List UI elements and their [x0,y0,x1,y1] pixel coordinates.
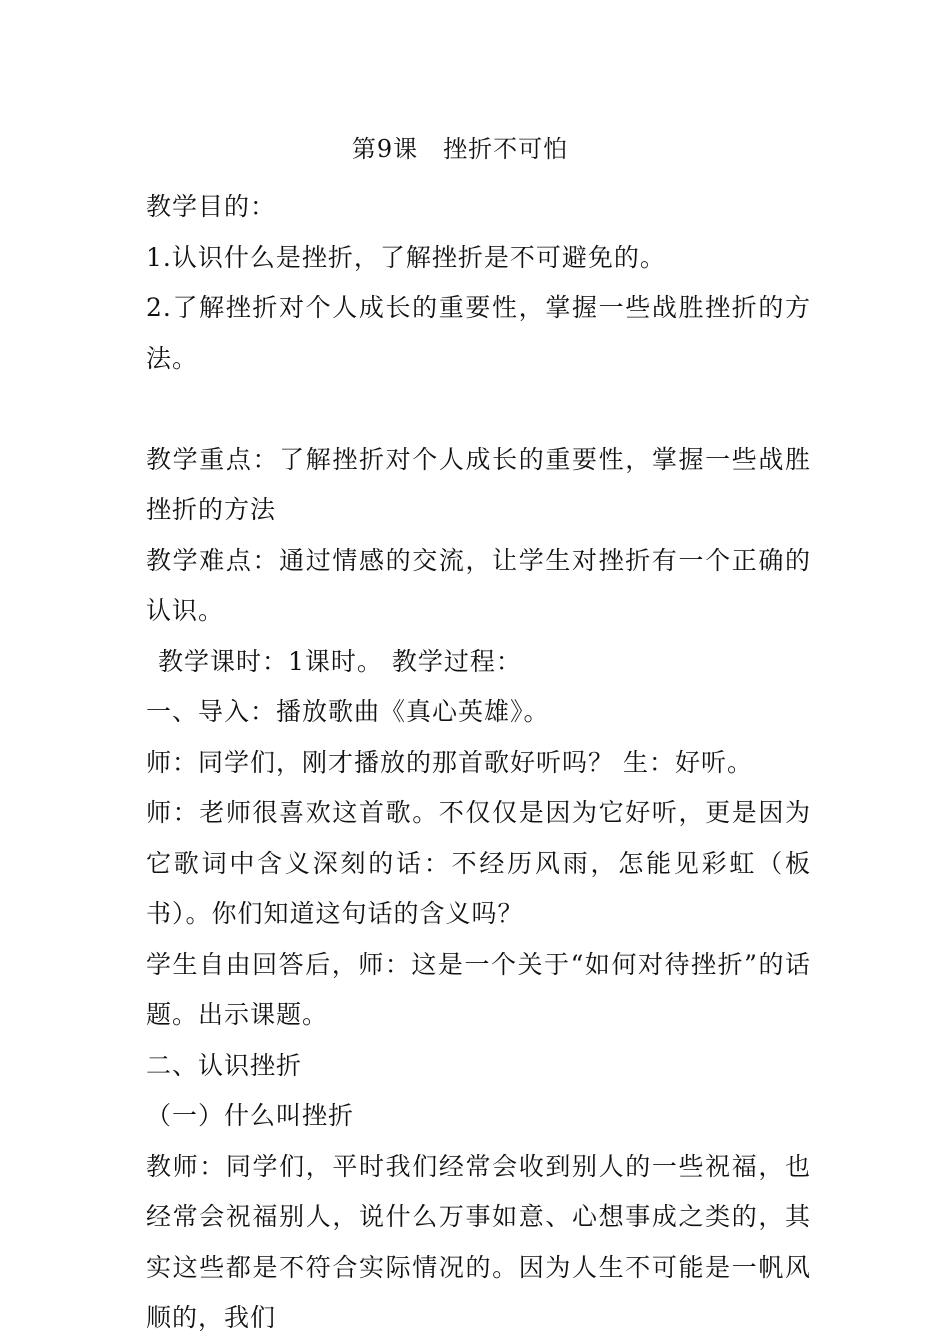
section-heading-objectives: 教学目的： [146,192,277,221]
section-introduction: 一、导入：播放歌曲《真心英雄》。 [146,697,550,726]
class-hours-paragraph: 教学课时：1课时。 教学过程： [158,646,522,676]
dialogue-paragraph-1: 师：同学们，刚才播放的那首歌好听吗？ 生：好听。 [146,747,753,777]
key-points-paragraph: 教学重点：了解挫折对个人成长的重要性，掌握一些战胜挫折的方法 [146,444,811,524]
objective-item-1: 1.认识什么是挫折，了解挫折是不可避免的。 [146,242,666,272]
blank-line [146,384,811,435]
document-body [146,182,811,1344]
objective-item-2: 2.了解挫折对个人成长的重要性，掌握一些战胜挫折的方法。 [146,293,811,373]
dialogue-paragraph-2: 师：老师很喜欢这首歌。不仅仅是因为它好听，更是因为它歌词中含义深刻的话：不经历风雨，怎能见彩虹（板书）。你们知道这句话的含义吗？ [146,798,811,928]
difficult-points-paragraph: 教学难点：通过情感的交流，让学生对挫折有一个正确的认识。 [146,545,811,625]
dialogue-paragraph-3: 学生自由回答后，师：这是一个关于“如何对待挫折”的话题。出示课题。 [146,949,811,1029]
subsection-heading-definition: （一）什么叫挫折 [146,1101,355,1130]
teacher-paragraph: 教师：同学们，平时我们经常会收到别人的一些祝福，也经常会祝福别人，说什么万事如意、心想事成之类的，其实这些都是不符合实际情况的。因为人生不可能是一帆风顺的，我们 [146,1151,811,1332]
document-title: 第9课 挫折不可怕 [351,135,569,163]
section-heading-understanding: 二、认识挫折 [146,1050,303,1080]
